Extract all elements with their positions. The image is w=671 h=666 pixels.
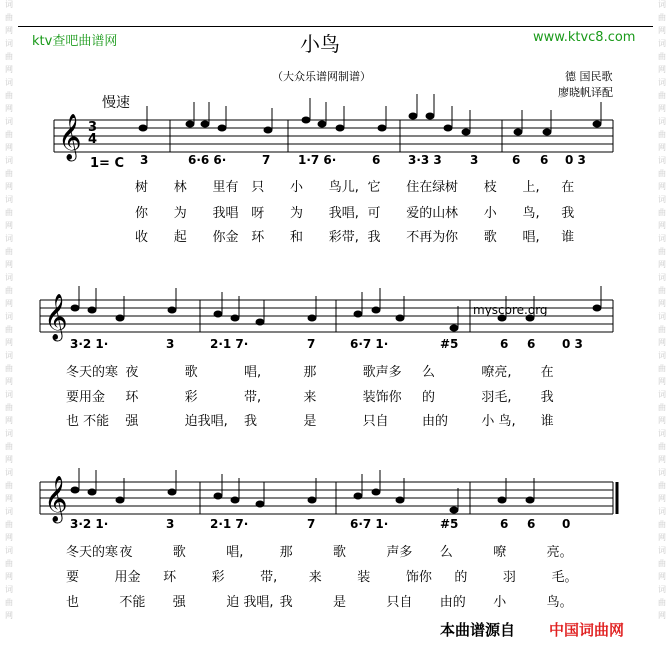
lyric-syllable: 我 [279,595,293,610]
lyric-syllable: 的 [422,390,436,405]
watermark-glyph: 网 [5,65,13,74]
jianpu-note: #5 [440,337,459,351]
watermark-glyph: 网 [658,455,666,464]
watermark-glyph: 词 [658,507,666,516]
watermark-glyph: 曲 [658,481,666,490]
watermark-glyph: 词 [5,468,13,477]
jianpu-note: 6 [527,517,536,531]
lyric-syllable: 唱, [244,365,262,380]
note-head [308,497,317,504]
lyric-syllable: 那 [279,545,293,560]
watermark-glyph: 词 [5,312,13,321]
lyric-syllable: 和 [290,230,304,245]
jianpu-note: 7 [307,517,316,531]
watermark-glyph: 词 [5,351,13,360]
lyric-syllable: 谁 [561,230,575,245]
jianpu-note: 6 [372,153,381,167]
watermark-glyph: 曲 [5,286,13,295]
song-title: 小鸟 [300,32,340,56]
watermark-glyph: 网 [658,299,666,308]
watermark-glyph: 网 [5,533,13,542]
lyric-syllable: 小 鸟, [481,414,516,429]
note-head [71,487,80,494]
watermark-glyph: 网 [5,221,13,230]
lyric-syllable: 唱, [522,230,540,245]
watermark-glyph: 网 [658,65,666,74]
lyric-syllable: 它 [367,180,381,195]
note-head [88,307,97,314]
note-head [168,307,177,314]
lyric-syllable: 小 [493,595,507,610]
watermark-glyph: 曲 [658,52,666,61]
lyric-syllable: 强 [125,414,139,429]
watermark-glyph: 曲 [658,559,666,568]
lyric-syllable: 我唱 [212,206,239,221]
note-head [231,315,240,322]
note-head [302,117,311,124]
watermark-glyph: 网 [5,26,13,35]
jianpu-note: 3 [166,337,175,351]
lyric-syllable: 彩 [211,570,225,585]
lyric-syllable: 枝 [483,180,497,195]
site-name-left: ktv查吧曲谱网 [32,34,118,49]
lyric-syllable: 带, [260,570,278,585]
jianpu-note: #5 [440,517,459,531]
watermark-glyph: 曲 [658,130,666,139]
lyric-syllable: 是 [303,414,317,429]
lyric-syllable: 里有 [212,180,239,195]
watermark-glyph: 网 [658,104,666,113]
jianpu-note: 3 [140,153,149,167]
treble-clef-icon: 𝄞 [44,294,68,340]
watermark-glyph: 词 [5,156,13,165]
watermark-glyph: 网 [658,572,666,581]
lyric-syllable: 亮。 [546,545,573,560]
lyric-syllable: 起 [173,230,187,245]
note-head [462,129,471,136]
lyric-syllable: 小 [290,180,304,195]
watermark-glyph: 词 [658,78,666,87]
lyric-syllable: 我 [540,390,554,405]
note-head [372,307,381,314]
watermark-glyph: 网 [658,416,666,425]
watermark-glyph: 曲 [5,559,13,568]
translator-note: 廖晓帆译配 [558,86,613,99]
watermark-glyph: 曲 [658,325,666,334]
note-head [318,121,327,128]
myscore-overlay: myscore.org [473,303,548,317]
watermark-glyph: 曲 [5,520,13,529]
watermark-glyph: 词 [658,546,666,555]
lyric-syllable: 羽 [502,570,516,585]
watermark-glyph: 网 [658,260,666,269]
watermark-glyph: 网 [5,572,13,581]
watermark-glyph: 词 [5,546,13,555]
note-head [214,493,223,500]
watermark-glyph: 网 [5,143,13,152]
note-head [396,315,405,322]
watermark-glyph: 曲 [5,130,13,139]
note-head [201,121,210,128]
lyric-syllable: 你 [445,230,459,245]
lyric-syllable: 唱, [226,545,244,560]
watermark-glyph: 网 [5,611,13,620]
watermark-glyph: 曲 [658,598,666,607]
lyric-syllable: 要用金 [66,390,106,405]
watermark-glyph: 曲 [5,325,13,334]
lyric-syllable: 彩 [184,390,198,405]
watermark-glyph: 词 [658,0,666,9]
watermark-glyph: 网 [5,299,13,308]
watermark-glyph: 网 [658,338,666,347]
jianpu-note: 7 [307,337,316,351]
time-signature-top: 3 [88,120,98,135]
jianpu-note: 0 [562,517,571,531]
watermark-glyph: 网 [5,338,13,347]
watermark-glyph: 曲 [5,247,13,256]
note-head [168,489,177,496]
time-signature-bottom: 4 [88,132,98,147]
lyric-syllable: 带, [244,390,262,405]
note-head [426,113,435,120]
note-head [88,489,97,496]
note-head [450,507,459,514]
watermark-glyph: 词 [658,312,666,321]
jianpu-note: 0 3 [562,337,583,351]
watermark-glyph: 网 [658,533,666,542]
watermark-glyph: 网 [658,611,666,620]
lyric-syllable: 冬天的寒 [66,545,119,560]
lyric-syllable: 也 不能 [66,414,110,429]
lyric-syllable: 我唱, [328,206,359,221]
lyric-syllable: 夜 [125,365,139,380]
note-head [409,113,418,120]
lyric-syllable: 歌 [483,230,497,245]
lyric-syllable: 要 [66,570,80,585]
footer-label: 本曲谱源自 [440,621,516,639]
lyric-syllable: 的 [454,570,468,585]
lyric-syllable: 夜 [119,545,133,560]
watermark-glyph: 网 [5,260,13,269]
watermark-glyph: 词 [658,468,666,477]
watermark-glyph: 曲 [658,442,666,451]
watermark-glyph: 网 [5,377,13,386]
origin-note: 德 国民歌 [565,70,613,83]
watermark-glyph: 曲 [658,91,666,100]
note-head [354,493,363,500]
watermark-glyph: 曲 [5,364,13,373]
lyric-syllable: 彩带, [328,230,359,245]
jianpu-note: 3·2 1· [70,517,109,531]
lyric-syllable: 歌 [333,545,347,560]
treble-clef-icon: 𝄞 [58,114,82,160]
lyric-syllable: 为 [290,206,304,221]
watermark-glyph: 网 [5,104,13,113]
note-head [450,325,459,332]
lyric-syllable: 不能 [119,595,146,610]
note-head [378,125,387,132]
watermark-glyph: 词 [5,39,13,48]
jianpu-note: 2·1 7· [210,337,249,351]
lyric-syllable: 爱的山 [406,206,446,221]
watermark-glyph: 网 [658,221,666,230]
lyric-syllable: 是 [333,595,347,610]
watermark-glyph: 词 [5,507,13,516]
watermark-glyph: 词 [5,585,13,594]
lyric-syllable: 呀 [251,206,265,221]
jianpu-note: 6 [512,153,521,167]
note-head [543,129,552,136]
jianpu-note: 6·7 1· [350,517,389,531]
note-head [214,311,223,318]
lyric-syllable: 鸟, [522,206,540,221]
note-head [593,121,602,128]
watermark-glyph: 曲 [5,52,13,61]
jianpu-note: 6·6 6· [188,153,227,167]
lyric-syllable: 声多 [386,545,413,560]
jianpu-note: 2·1 7· [210,517,249,531]
lyric-syllable: 迫我唱, [184,414,228,429]
jianpu-note: 0 3 [565,153,586,167]
note-head [498,497,507,504]
lyric-syllable: 在 [540,365,554,380]
lyric-syllable: 我 [244,414,258,429]
lyric-syllable: 在 [561,180,575,195]
lyric-syllable: 林 [445,206,459,221]
lyric-syllable: 由的 [439,595,466,610]
watermark-glyph: 网 [658,143,666,152]
note-head [526,497,535,504]
lyric-syllable: 强 [172,595,186,610]
lyric-syllable: 羽毛, [481,390,512,405]
lyric-syllable: 毛。 [551,570,578,585]
footer-site: 中国词曲网 [549,621,625,639]
lyric-syllable: 收 [135,230,149,245]
lyric-syllable: 不再为 [406,230,446,245]
lyric-syllable: 歌 [184,365,198,380]
note-head [231,497,240,504]
lyric-syllable: 树 [445,180,459,195]
note-head [264,127,273,134]
watermark-glyph: 网 [5,494,13,503]
lyric-syllable: 迫 我唱, [226,595,274,610]
note-head [218,125,227,132]
watermark-glyph: 词 [658,39,666,48]
lyric-syllable: 歌声多 [362,365,402,380]
lyric-syllable: 么 [439,545,453,560]
jianpu-note: 3·2 1· [70,337,109,351]
key-signature: 1= C [90,156,125,171]
site-name-right: www.ktvc8.com [533,30,636,45]
lyric-syllable: 住在绿 [406,180,446,195]
lyric-syllable: 那 [303,365,317,380]
watermark-glyph: 曲 [5,442,13,451]
note-head [256,319,265,326]
watermark-glyph: 曲 [5,481,13,490]
watermark-glyph: 曲 [5,91,13,100]
treble-clef-icon: 𝄞 [44,476,68,522]
lyric-syllable: 冬天的寒 [66,365,119,380]
watermark-glyph: 词 [658,195,666,204]
watermark-glyph: 词 [5,273,13,282]
lyric-syllable: 只自 [362,414,389,429]
lyric-syllable: 饰你 [405,570,432,585]
watermark-glyph: 词 [5,0,13,9]
lyric-syllable: 为 [173,206,187,221]
lyric-syllable: 小 [483,206,497,221]
watermark-glyph: 曲 [5,598,13,607]
watermark-glyph: 词 [5,78,13,87]
lyric-syllable: 你金 [212,230,239,245]
watermark-glyph: 曲 [658,247,666,256]
note-head [514,129,523,136]
watermark-glyph: 词 [658,156,666,165]
watermark-glyph: 网 [658,26,666,35]
lyric-syllable: 由的 [422,414,449,429]
note-head [256,501,265,508]
jianpu-note: 1·7 6· [298,153,337,167]
jianpu-note: 3 [166,517,175,531]
jianpu-note: 3·3 3 [408,153,442,167]
note-head [593,305,602,312]
watermark-glyph: 词 [658,351,666,360]
note-head [336,125,345,132]
watermark-glyph: 曲 [5,208,13,217]
watermark-glyph: 词 [5,390,13,399]
watermark-glyph: 网 [658,182,666,191]
watermark-glyph: 词 [5,195,13,204]
note-head [139,125,148,132]
lyric-syllable: 我 [367,230,381,245]
note-head [396,497,405,504]
lyric-syllable: 谁 [540,414,554,429]
lyric-syllable: 只自 [386,595,413,610]
lyric-syllable: 鸟儿, [328,180,359,195]
watermark-glyph: 曲 [5,13,13,22]
watermark-glyph: 曲 [658,364,666,373]
watermark-glyph: 词 [658,234,666,243]
lyric-syllable: 环 [125,390,139,405]
lyric-syllable: 鸟。 [546,595,573,610]
jianpu-note: 7 [262,153,271,167]
watermark-glyph: 词 [5,234,13,243]
lyric-syllable: 只 [251,180,265,195]
note-head [354,311,363,318]
watermark-glyph: 曲 [5,169,13,178]
watermark-glyph: 曲 [5,403,13,412]
jianpu-note: 6·7 1· [350,337,389,351]
lyric-syllable: 歌 [172,545,186,560]
note-head [444,125,453,132]
lyric-syllable: 装 [357,570,371,585]
watermark-glyph: 网 [5,416,13,425]
lyric-syllable: 来 [303,390,317,405]
note-head [186,121,195,128]
watermark-glyph: 曲 [658,286,666,295]
jianpu-note: 6 [500,517,509,531]
maker-note: （大众乐谱网制谱） [272,70,371,83]
lyric-syllable: 环 [163,570,177,585]
watermark-glyph: 词 [5,117,13,126]
lyric-syllable: 也 [66,595,80,610]
jianpu-note: 3 [470,153,479,167]
watermark-glyph: 词 [658,273,666,282]
watermark-glyph: 网 [658,494,666,503]
lyric-syllable: 你 [135,206,149,221]
lyric-syllable: 环 [251,230,265,245]
lyric-syllable: 嘹 [493,545,507,560]
watermark-glyph: 曲 [658,13,666,22]
lyric-syllable: 上, [522,180,540,195]
watermark-glyph: 词 [5,429,13,438]
watermark-glyph: 网 [5,182,13,191]
lyric-syllable: 用金 [114,570,141,585]
lyric-syllable: 林 [173,180,187,195]
lyric-syllable: 来 [308,570,322,585]
jianpu-note: 6 [500,337,509,351]
watermark-glyph: 词 [658,585,666,594]
watermark-glyph: 词 [658,390,666,399]
note-head [71,305,80,312]
watermark-glyph: 词 [658,117,666,126]
lyric-syllable: 嘹亮, [481,365,512,380]
note-head [372,489,381,496]
lyric-syllable: 装饰你 [362,390,402,405]
lyric-syllable: 么 [422,365,436,380]
jianpu-note: 6 [540,153,549,167]
note-head [116,497,125,504]
note-head [116,315,125,322]
lyric-syllable: 可 [367,206,381,221]
watermark-glyph: 曲 [658,208,666,217]
note-head [308,315,317,322]
tempo-marking: 慢速 [102,95,130,111]
lyric-syllable: 我 [561,206,575,221]
watermark-glyph: 曲 [658,169,666,178]
watermark-glyph: 曲 [658,403,666,412]
jianpu-note: 6 [527,337,536,351]
lyric-syllable: 树 [135,180,149,195]
watermark-glyph: 网 [5,455,13,464]
watermark-glyph: 词 [658,429,666,438]
watermark-glyph: 网 [658,377,666,386]
watermark-glyph: 曲 [658,520,666,529]
